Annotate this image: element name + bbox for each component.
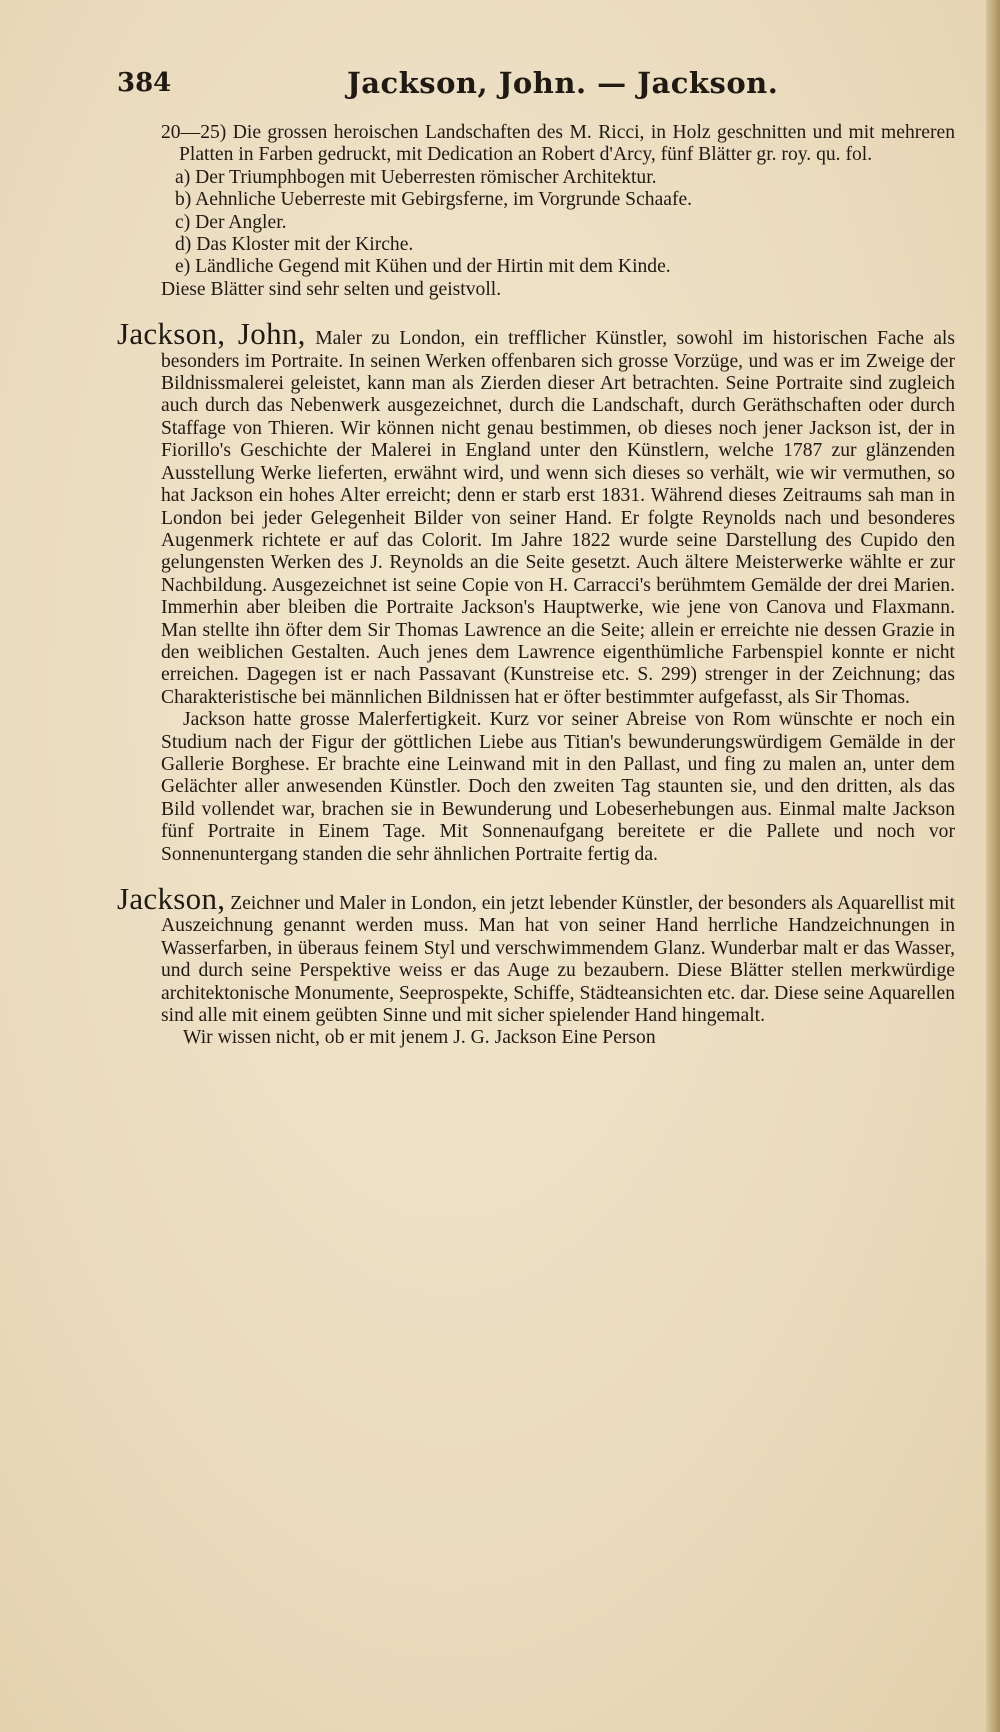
entry-paragraph: Wir wissen nicht, ob er mit jenem J. G. Jackson Eine Person	[183, 1027, 656, 1049]
list-item: a) Der Triumphbogen mit Ueberresten römischer Architektur.	[175, 166, 657, 188]
entry-body: Maler zu London, ein trefflicher Künstler, sowohl im historischen Fache als besonders im Portraite. In seinen Werken offenbaren sich grosse Vorzüge, und was er im Zweige der Bildnissmalerei geleistet, kann man als Zierden dieser Art betrachten. Seine Portraite sind zugleich auch durch das Nebenwerk ausgezeichnet, durch die Landschaft, durch Geräthschaften oder durch Staffage von Thieren. Wir können nicht genau bestimmen, ob dieses noch jener Jackson ist, der in Fiorillo's Geschichte der Malerei in England unter den Künstlern, welche 1787 zur glänzenden Ausstellung Werke lieferten, erwähnt wird, und wenn sich dieses so verhält, wie wir vermuthen, so hat Jackson ein hohes Alter erreicht; denn er starb erst 1831. Während dieses Zeitraums sah man in London bei jeder Gelegenheit Bilder von seiner Hand. Er folgte Reynolds nach und besonderes Augenmerk richtete er auf das Colorit. Im Jahre 1822 wurde seine Darstellung des Cupido den gelungensten Werken des J. Reynolds an die Seite gesetzt. Auch ältere Meisterwerke wählte er zur Nachbildung. Ausgezeichnet ist seine Copie von H. Carracci's berühmtem Gemälde der drei Marien. Immerhin aber bleiben die Portraite Jackson's Hauptwerke, wie jene von Canova und Flaxmann. Man stellte ihn öfter dem Sir Thomas Lawrence an die Seite; allein er erreichte nie dessen Grazie in den weiblichen Gestalten. Auch jenes dem Lawrence eigenthümliche Farbenspiel konnte er nicht erreichen. Dagegen ist er nach Passavant (Kunstreise etc. S. 299) strenger in der Zeichnung; das Charakteristische bei männlichen Bildnissen hat er öfter bestimmter aufgefasst, als Sir Thomas.	[161, 328, 955, 708]
list-item: c) Der Angler.	[175, 211, 287, 233]
running-title: Jackson, John. — Jackson.	[347, 66, 779, 100]
page-edge	[986, 0, 1000, 1732]
list-item: d) Das Kloster mit der Kirche.	[175, 234, 414, 256]
list-item: b) Aehnliche Ueberreste mit Gebirgsferne, im Vorgrunde Schaafe.	[175, 189, 693, 211]
page-header	[117, 64, 947, 108]
entry-headword: Jackson,	[117, 881, 226, 916]
entry-jackson	[117, 881, 955, 1050]
page-content	[117, 122, 955, 1050]
entry-body: Zeichner und Maler in London, ein jetzt lebender Künstler, der besonders als Aquarellist mit Auszeichnung genannt werden muss. Man hat von seiner Hand herrliche Handzeichnungen in Wasserfarben, in überaus feinem Styl und verschwimmendem Glanz. Wunderbar malt er das Wasser, und durch seine Perspektive weiss er das Auge zu bezaubern. Diese Blätter stellen merkwürdige architektonische Monumente, Seeprospekte, Schiffe, Städteansichten etc. dar. Diese seine Aquarellen sind alle mit einem geübten Sinne und mit sicher spielender Hand hingemalt.	[161, 893, 955, 1027]
prints-intro: 20—25) Die grossen heroischen Landschaften des M. Ricci, in Holz geschnitten und mit mehreren Platten in Farben gedruckt, mit Dedication an Robert d'Arcy, fünf Blätter gr. roy. qu. fol.	[161, 122, 955, 166]
page-number: 384	[117, 68, 172, 98]
entry-paragraph: Jackson hatte grosse Malerfertigkeit. Kurz vor seiner Abreise von Rom wünschte er noch ein Studium nach der Figur der göttlichen Liebe aus Titian's bewunderungswürdigem Gemälde in der Gallerie Borghese. Er brachte eine Leinwand mit in den Pallast, und fing zu malen an, unter dem Gelächter aller anwesenden Künstler. Doch den zweiten Tag staunten sie, und den dritten, als das Bild vollendet war, brachen sie in Bewunderung und Lobeserhebungen aus. Einmal malte Jackson fünf Portraite in Einem Tage. Mit Sonnenaufgang bereitete er die Pallete und noch vor Sonnenuntergang standen die sehr ähnlichen Portraite fertig da.	[161, 709, 955, 865]
ricci-prints-block	[161, 122, 955, 301]
prints-list	[161, 167, 955, 279]
prints-closing: Diese Blätter sind sehr selten und geistvoll.	[161, 278, 502, 300]
list-item: e) Ländliche Gegend mit Kühen und der Hirtin mit dem Kinde.	[175, 256, 671, 278]
entry-headword: Jackson, John,	[117, 316, 306, 352]
entry-jackson-john	[117, 316, 955, 866]
